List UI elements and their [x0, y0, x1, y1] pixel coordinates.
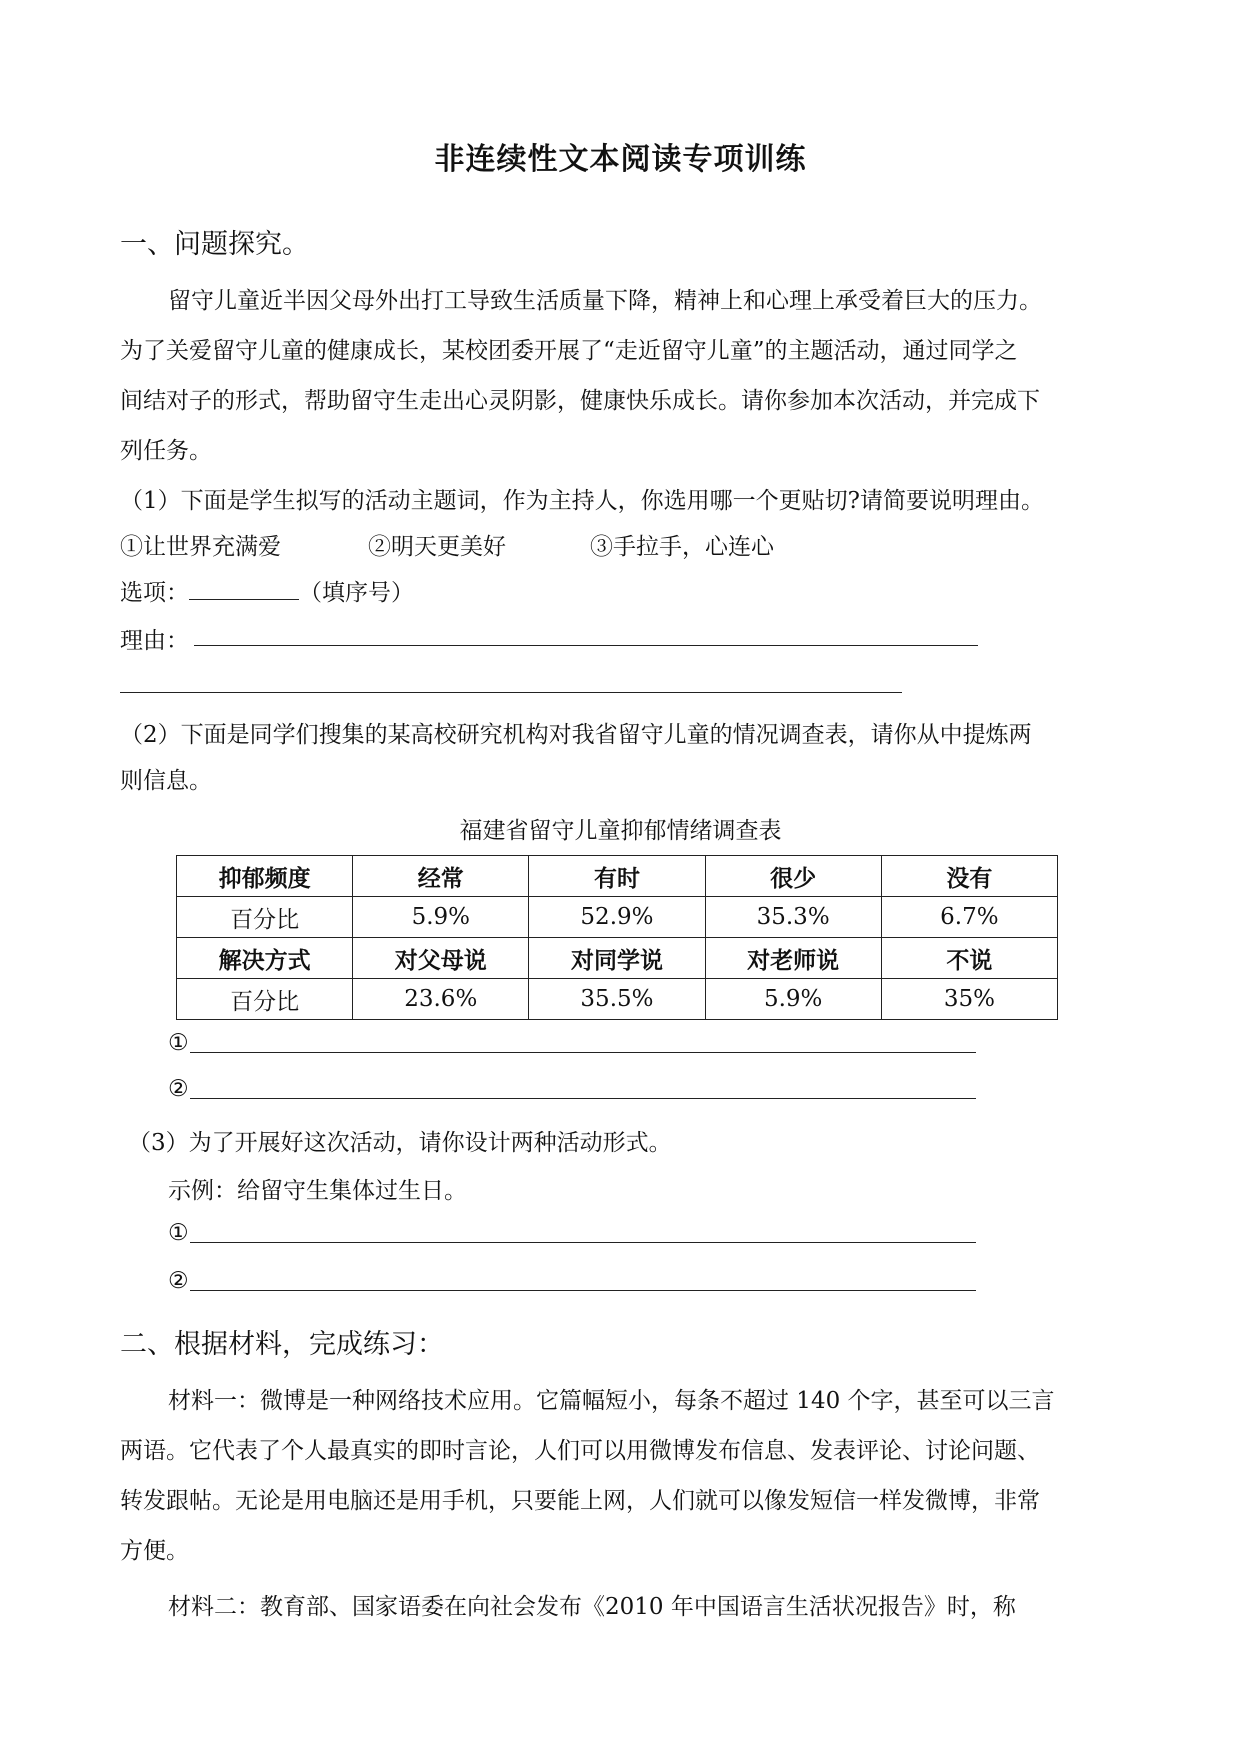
q3-answer-mark-1: ① [168, 1220, 189, 1246]
table-cell: 有时 [529, 856, 705, 897]
intro-line-1: 留守儿童近半因父母外出打工导致生活质量下降，精神上和心理上承受着巨大的压力。 [168, 288, 1042, 314]
q3-answer-blank-1[interactable] [190, 1242, 976, 1243]
table-row [177, 979, 1058, 1020]
table-cell: 6.7% [881, 897, 1057, 938]
material1-line-1: 材料一：微博是一种网络技术应用。它篇幅短小，每条不超过 140 个字，甚至可以三言 [168, 1388, 1055, 1414]
q1-option-1: ①让世界充满爱 [120, 534, 281, 560]
table-cell: 35.5% [529, 979, 705, 1020]
table-cell: 对老师说 [705, 938, 881, 979]
q2-prompt-line-2: 则信息。 [120, 768, 212, 794]
table-cell: 没有 [881, 856, 1057, 897]
q2-answer-blank-2[interactable] [190, 1098, 976, 1099]
q1-option-3: ③手拉手，心连心 [590, 534, 774, 560]
q1-choice-blank[interactable] [189, 579, 299, 600]
table-cell: 35.3% [705, 897, 881, 938]
table-cell: 23.6% [353, 979, 529, 1020]
table-caption: 福建省留守儿童抑郁情绪调查表 [459, 818, 782, 844]
intro-line-3: 间结对子的形式，帮助留守生走出心灵阴影，健康快乐成长。请你参加本次活动，并完成下 [120, 388, 1040, 414]
section2-heading: 二、根据材料，完成练习： [120, 1329, 444, 1360]
q1-choice-label: 选项： [120, 580, 189, 606]
material1-line-2: 两语。它代表了个人最真实的即时言论，人们可以用微博发布信息、发表评论、讨论问题、 [120, 1438, 1040, 1464]
q3-answer-blank-2[interactable] [190, 1290, 976, 1291]
survey-table [176, 855, 1058, 1020]
q3-example: 示例：给留守生集体过生日。 [168, 1178, 467, 1204]
material2-line-1: 材料二：教育部、国家语委在向社会发布《2010 年中国语言生活状况报告》时，称 [168, 1594, 1016, 1620]
q2-answer-blank-1[interactable] [190, 1052, 976, 1053]
table-cell: 很少 [705, 856, 881, 897]
table-cell: 解决方式 [177, 938, 353, 979]
table-cell: 对同学说 [529, 938, 705, 979]
table-cell: 百分比 [177, 897, 353, 938]
table-cell: 对父母说 [353, 938, 529, 979]
q1-choice-row [120, 574, 414, 607]
section1-heading: 一、问题探究。 [120, 229, 309, 260]
table-row [177, 856, 1058, 897]
table-cell: 不说 [881, 938, 1057, 979]
table-cell: 经常 [353, 856, 529, 897]
q1-reason-blank[interactable] [194, 645, 978, 646]
table-cell: 5.9% [705, 979, 881, 1020]
table-cell: 52.9% [529, 897, 705, 938]
intro-line-4: 列任务。 [120, 438, 212, 464]
q1-option-2: ②明天更美好 [368, 534, 506, 560]
q3-answer-mark-2: ② [168, 1268, 189, 1294]
material1-line-3: 转发跟帖。无论是用电脑还是用手机，只要能上网，人们就可以像发短信一样发微博，非常 [120, 1488, 1040, 1514]
q1-reason-blank-2[interactable] [120, 692, 902, 693]
material1-line-4: 方便。 [120, 1538, 189, 1564]
q1-choice-hint: （填序号） [299, 580, 414, 606]
q2-answer-mark-1: ① [168, 1030, 189, 1056]
page-title: 非连续性文本阅读专项训练 [434, 142, 807, 177]
q3-prompt: （3）为了开展好这次活动，请你设计两种活动形式。 [128, 1130, 672, 1156]
q1-prompt: （1）下面是学生拟写的活动主题词，作为主持人，你选用哪一个更贴切?请简要说明理由。 [120, 488, 1044, 514]
table-cell: 35% [881, 979, 1057, 1020]
q2-prompt-line-1: （2）下面是同学们搜集的某高校研究机构对我省留守儿童的情况调查表，请你从中提炼两 [120, 722, 1032, 748]
table-cell: 百分比 [177, 979, 353, 1020]
q2-answer-mark-2: ② [168, 1076, 189, 1102]
table-cell: 5.9% [353, 897, 529, 938]
intro-line-2: 为了关爱留守儿童的健康成长，某校团委开展了“走近留守儿童”的主题活动，通过同学之 [120, 338, 1018, 364]
table-row [177, 897, 1058, 938]
table-cell: 抑郁频度 [177, 856, 353, 897]
q1-reason-label: 理由： [120, 628, 189, 654]
table-row [177, 938, 1058, 979]
